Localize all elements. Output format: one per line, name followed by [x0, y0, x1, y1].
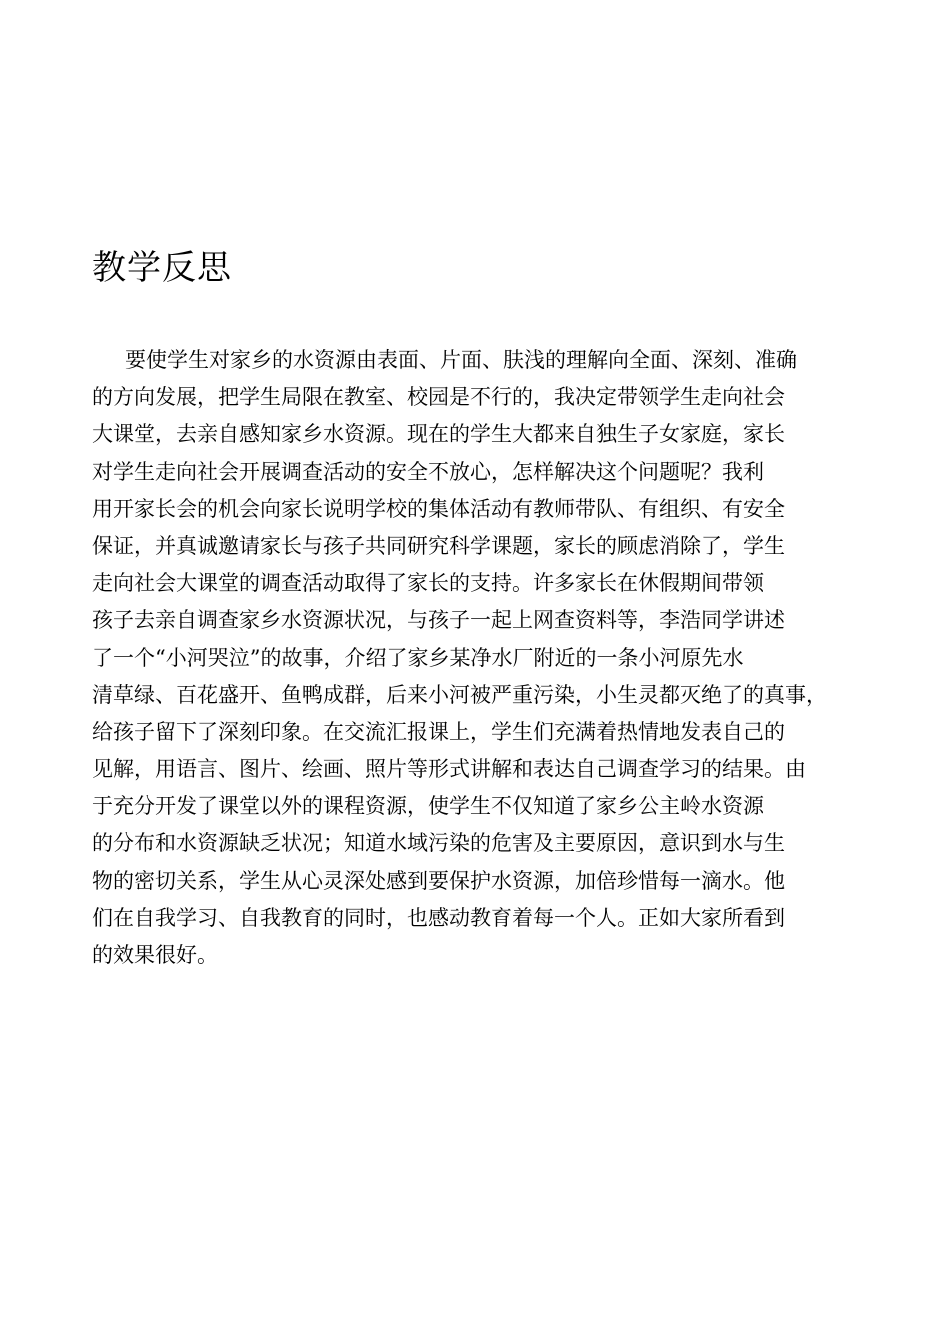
- paragraph-line: 给孩子留下了深刻印象。在交流汇报课上，学生们充满着热情地发表自己的: [92, 719, 785, 744]
- body-paragraph: [92, 342, 852, 974]
- paragraph-line: 于充分开发了课堂以外的课程资源，使学生不仅知道了家乡公主岭水资源: [92, 794, 764, 819]
- paragraph-line: 大课堂，去亲自感知家乡水资源。现在的学生大都来自独生子女家庭，家长: [92, 422, 785, 447]
- paragraph-line: 们在自我学习、自我教育的同时，也感动教育着每一个人。正如大家所看到: [92, 905, 785, 930]
- paragraph-line: 用开家长会的机会向家长说明学校的集体活动有教师带队、有组织、有安全: [92, 496, 785, 521]
- paragraph-line: 的效果很好。: [92, 943, 218, 967]
- paragraph-line: 物的密切关系，学生从心灵深处感到要保护水资源，加倍珍惜每一滴水。他: [92, 868, 785, 893]
- paragraph-line: 孩子去亲自调查家乡水资源状况，与孩子一起上网查资料等，李浩同学讲述: [92, 608, 785, 633]
- paragraph-line: 走向社会大课堂的调查活动取得了家长的支持。许多家长在休假期间带领: [92, 571, 764, 596]
- paragraph-line: 的分布和水资源缺乏状况；知道水域污染的危害及主要原因，意识到水与生: [92, 831, 785, 856]
- paragraph-line: 了一个“小河哭泣”的故事，介绍了家乡某净水厂附近的一条小河原先水: [92, 645, 744, 670]
- paragraph-line: 要使学生对家乡的水资源由表面、片面、肤浅的理解向全面、深刻、准确: [125, 348, 797, 372]
- page-title: 教学反思: [92, 248, 232, 288]
- paragraph-line: 保证，并真诚邀请家长与孩子共同研究科学课题，家长的顾虑消除了，学生: [92, 533, 785, 558]
- paragraph-line: 见解，用语言、图片、绘画、照片等形式讲解和表达自己调查学习的结果。由: [92, 757, 806, 782]
- paragraph-line: 对学生走向社会开展调查活动的安全不放心，怎样解决这个问题呢？我利: [92, 459, 764, 484]
- paragraph-line: 的方向发展，把学生局限在教室、校园是不行的，我决定带领学生走向社会: [92, 385, 785, 410]
- paragraph-line: 清草绿、百花盛开、鱼鸭成群，后来小河被严重污染，小生灵都灭绝了的真事，: [92, 682, 827, 707]
